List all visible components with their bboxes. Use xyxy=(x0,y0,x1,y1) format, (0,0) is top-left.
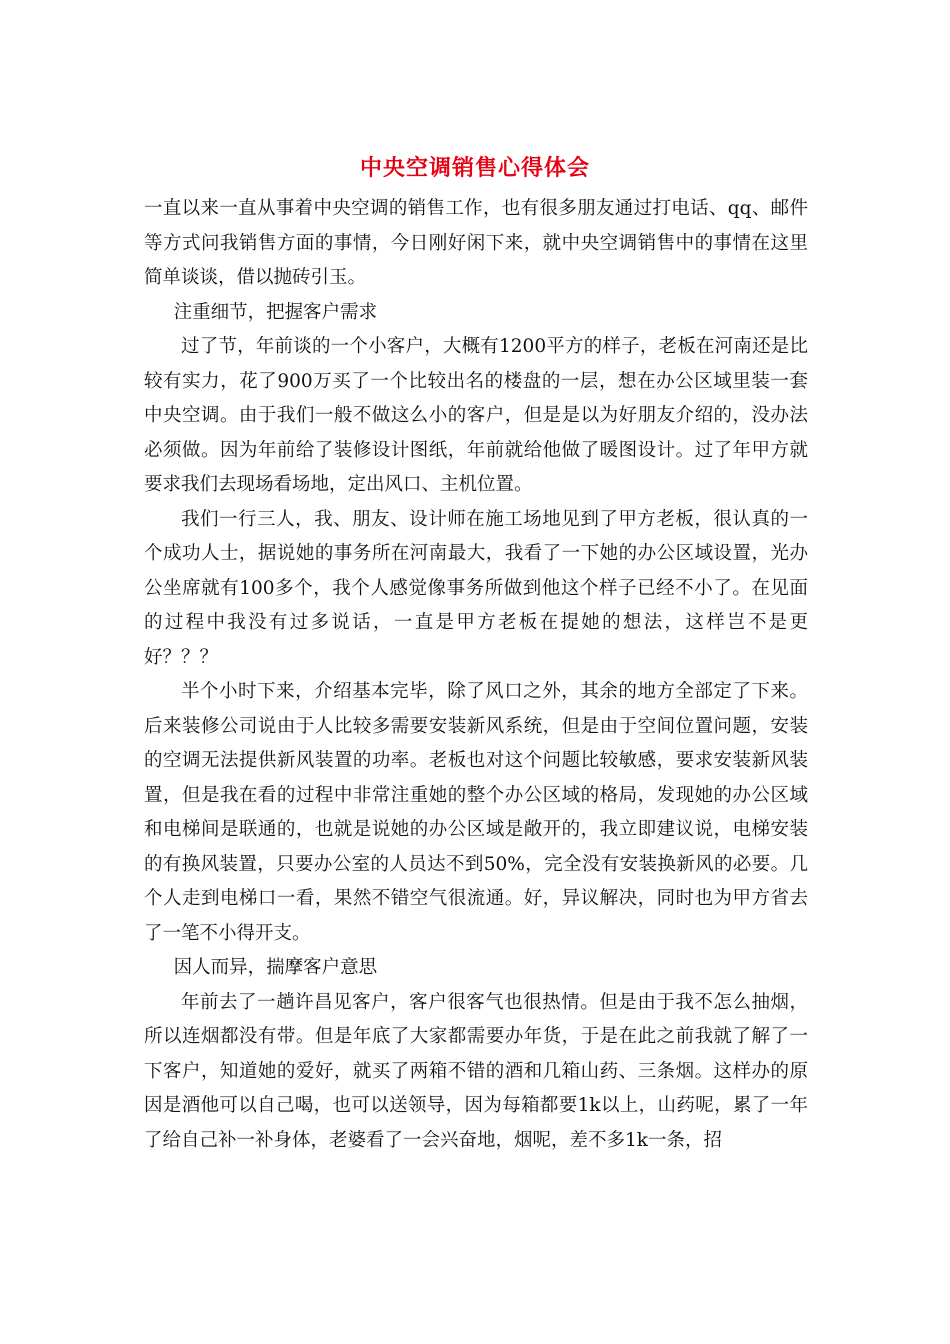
body-paragraph: 年前去了一趟许昌见客户，客户很客气也很热情。但是由于我不怎么抽烟，所以连烟都没有带。但是年底了大家都需要办年货，于是在此之前我就了解了一下客户，知道她的爱好，就买了两箱不错的酒和几箱山药、三条烟。这样办的原因是酒他可以自己喝，也可以送领导，因为每箱都要1k以上，山药呢，累了一年了给自己补一补身体，老婆看了一会兴奋地，烟呢，差不多1k一条，招 xyxy=(144,991,808,1151)
document-body xyxy=(144,192,808,1158)
section-heading-details: 注重细节，把握客户需求 xyxy=(173,301,378,323)
body-paragraph: 过了节，年前谈的一个小客户，大概有1200平方的样子，老板在河南还是比较有实力，花了900万买了一个比较出名的楼盘的一层，想在办公区域里装一套中央空调。由于我们一般不做这么小的客户，但是是以为好朋友介绍的，没办法必须做。因为年前给了装修设计图纸，年前就给他做了暖图设计。过了年甲方就要求我们去现场看场地，定出风口、主机位置。 xyxy=(144,336,808,495)
body-paragraph: 我们一行三人，我、朋友、设计师在施工场地见到了甲方老板，很认真的一个成功人士，据说她的事务所在河南最大，我看了一下她的办公区域设置，光办公坐席就有100多个，我个人感觉像事务所做到他这个样子已经不小了。在见面的过程中我没有过多说话，一直是甲方老板在提她的想法，这样岂不是更好？？？ xyxy=(144,508,808,668)
document-title: 中央空调销售心得体会 xyxy=(359,155,590,181)
section-heading-customer: 因人而异，揣摩客户意思 xyxy=(173,957,378,978)
body-paragraph: 半个小时下来，介绍基本完毕，除了风口之外，其余的地方全部定了下来。后来装修公司说由于人比较多需要安装新风系统，但是由于空间位置问题，安装的空调无法提供新风装置的功率。老板也对这个问题比较敏感，要求安装新风装置，但是我在看的过程中非常注重她的整个办公区域的格局，发现她的办公区域和电梯间是联通的，也就是说她的办公区域是敞开的，我立即建议说，电梯安装的有换风装置，只要办公室的人员达不到50%，完全没有安装换新风的必要。几个人走到电梯口一看，果然不错空气很流通。好，异议解决，同时也为甲方省去了一笔不小得开支。 xyxy=(144,681,808,944)
intro-paragraph: 一直以来一直从事着中央空调的销售工作，也有很多朋友通过打电话、qq、邮件等方式问我销售方面的事情，今日刚好闲下来，就中央空调销售中的事情在这里简单谈谈，借以抛砖引玉。 xyxy=(144,198,808,288)
